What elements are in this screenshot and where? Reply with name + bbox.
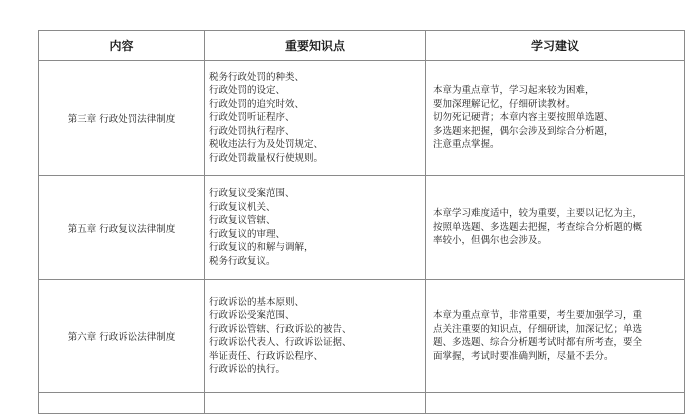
row-content-cell: 第五章 行政复议法律制度 xyxy=(39,176,205,280)
key-point-line: 行政复议机关、 xyxy=(209,201,276,213)
row-content-cell: 第三章 行政处罚法律制度 xyxy=(39,61,205,176)
advice-line: 注意重点掌握。 xyxy=(433,139,500,151)
study-plan-table xyxy=(38,30,685,414)
key-point-line: 行政复议管辖、 xyxy=(209,215,276,226)
row-advice-cell xyxy=(426,176,685,280)
header-study-advice: 学习建议 xyxy=(426,31,685,61)
key-point-line: 税务行政处罚的种类、 xyxy=(209,71,305,83)
key-point-line: 行政诉讼受案范围、 xyxy=(209,310,295,321)
advice-line: 题、多选题、综合分析题考试时都有所考查，要全 xyxy=(433,337,643,348)
row-advice-cell xyxy=(426,61,685,176)
key-point-line: 行政复议的和解与调解， xyxy=(209,242,314,253)
key-point-line: 行政处罚的设定、 xyxy=(209,85,286,97)
empty-cell xyxy=(39,393,205,414)
empty-cell xyxy=(426,393,685,414)
key-point-line: 举证责任、行政诉讼程序、 xyxy=(209,350,324,362)
advice-line: 率较小，但偶尔也会涉及。 xyxy=(433,235,548,247)
table-row xyxy=(39,176,685,280)
advice-line: 本章为重点章节，非常重要，考生要加强学习，重 xyxy=(433,310,643,321)
advice-line: 按照单选题、多选题去把握，考查综合分析题的概 xyxy=(433,221,643,233)
row-content-cell: 第六章 行政诉讼法律制度 xyxy=(39,280,205,393)
key-point-line: 税收违法行为及处罚规定、 xyxy=(209,139,324,151)
advice-line: 面掌握，考试时要准确判断，尽量不丢分。 xyxy=(433,350,614,362)
key-point-line: 税务行政复议。 xyxy=(209,255,276,267)
advice-line: 点关注重要的知识点，仔细研读，加深记忆；单选 xyxy=(433,323,643,335)
row-key-points-cell xyxy=(205,280,426,393)
advice-line: 本章为重点章节，学习起来较为困难， xyxy=(433,85,595,97)
empty-cell xyxy=(205,393,426,414)
advice-line: 切勿死记硬背；本章内容主要按照单选题、 xyxy=(433,112,614,124)
header-key-points: 重要知识点 xyxy=(205,31,426,61)
key-point-line: 行政诉讼代表人、行政诉讼证据、 xyxy=(209,337,352,348)
advice-line: 多选题来把握，偶尔会涉及到综合分析题， xyxy=(433,125,614,137)
key-point-line: 行政处罚听证程序、 xyxy=(209,112,295,124)
advice-line: 要加深理解记忆，仔细研读教材。 xyxy=(433,98,576,110)
key-point-line: 行政处罚裁量权行使规则。 xyxy=(209,152,324,164)
table-row xyxy=(39,280,685,393)
key-point-line: 行政复议受案范围、 xyxy=(209,188,295,199)
header-content: 内容 xyxy=(39,31,205,61)
table-row-partial xyxy=(39,393,685,414)
key-point-line: 行政处罚执行程序、 xyxy=(209,125,295,137)
table-row xyxy=(39,61,685,176)
key-point-line: 行政诉讼的基本原则、 xyxy=(209,296,305,308)
document-table-wrapper xyxy=(38,30,684,414)
key-point-line: 行政诉讼的执行。 xyxy=(209,364,286,375)
row-key-points-cell xyxy=(205,176,426,280)
key-point-line: 行政处罚的追究时效、 xyxy=(209,98,305,110)
row-advice-cell xyxy=(426,280,685,393)
key-point-line: 行政诉讼管辖、行政诉讼的被告、 xyxy=(209,323,352,335)
row-key-points-cell xyxy=(205,61,426,176)
key-point-line: 行政复议的审理、 xyxy=(209,228,286,240)
advice-line: 本章学习难度适中，较为重要，主要以记忆为主， xyxy=(433,208,643,220)
table-header-row xyxy=(39,31,685,61)
